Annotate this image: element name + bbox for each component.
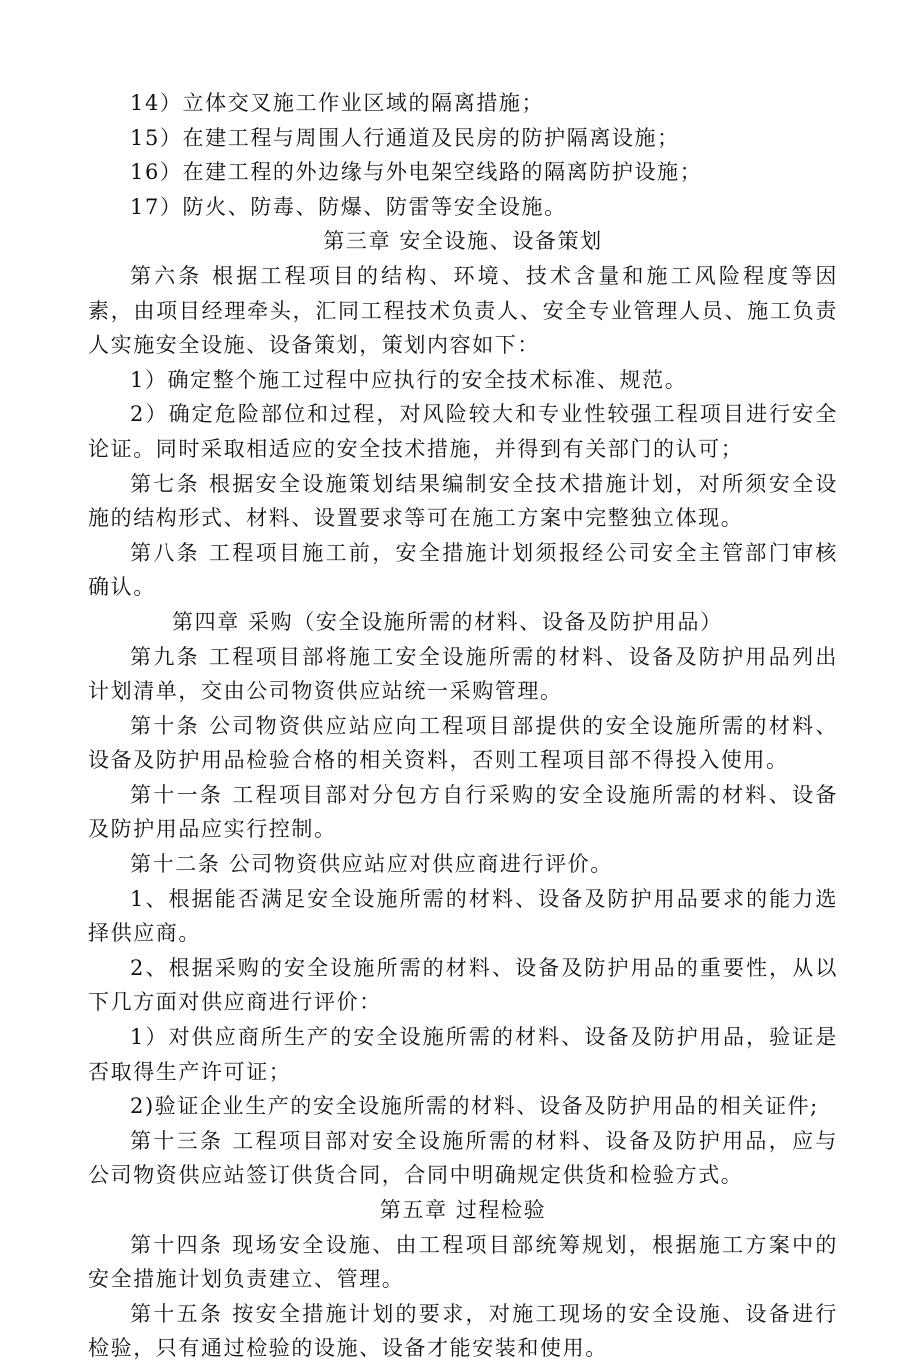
article-6: 第六条 根据工程项目的结构、环境、技术含量和施工风险程度等因素，由项目经理牵头，汇同工程技术负责人、安全专业管理人员、施工负责人实施安全设施、设备策划，策划内容如下： — [88, 263, 838, 358]
article-7: 第七条 根据安全设施策划结果编制安全技术措施计划，对所须安全设施的结构形式、材料、设置要求等可在施工方案中完整独立体现。 — [88, 471, 838, 531]
article-10: 第十条 公司物资供应站应向工程项目部提供的安全设施所需的材料、设备及防护用品检验合格的相关资料，否则工程项目部不得投入使用。 — [88, 713, 838, 773]
list-item-14: 14）立体交叉施工作业区域的隔离措施； — [130, 91, 545, 115]
article-11: 第十一条 工程项目部对分包方自行采购的安全设施所需的材料、设备及防护用品应实行控制。 — [88, 782, 838, 842]
article-14: 第十四条 现场安全设施、由工程项目部统筹规划，根据施工方案中的安全措施计划负责建立、管理。 — [88, 1232, 838, 1292]
article-12-item-2: 2、根据采购的安全设施所需的材料、设备及防护用品的重要性，从以下几方面对供应商进行评价： — [88, 955, 838, 1015]
article-8: 第八条 工程项目施工前，安全措施计划须报经公司安全主管部门审核确认。 — [88, 540, 838, 600]
list-item-15: 15）在建工程与周围人行通道及民房的防护隔离设施； — [130, 125, 680, 150]
article-9: 第九条 工程项目部将施工安全设施所需的材料、设备及防护用品列出计划清单，交由公司物资供应站统一采购管理。 — [88, 644, 838, 704]
document-page — [88, 86, 838, 1366]
chapter-5-heading: 第五章 过程检验 — [379, 1198, 547, 1222]
article-12-subitem-2: 2)验证企业生产的安全设施所需的材料、设备及防护用品的相关证件; — [130, 1094, 819, 1119]
article-12: 第十二条 公司物资供应站应对供应商进行评价。 — [130, 852, 613, 877]
article-15: 第十五条 按安全措施计划的要求，对施工现场的安全设施、设备进行检验，只有通过检验的设施、设备才能安装和使用。 — [88, 1301, 838, 1361]
chapter-4-heading: 第四章 采购（安全设施所需的材料、设备及防护用品） — [172, 609, 723, 634]
article-12-item-1: 1、根据能否满足安全设施所需的材料、设备及防护用品要求的能力选择供应商。 — [88, 886, 838, 946]
article-6-item-1: 1）确定整个施工过程中应执行的安全技术标准、规范。 — [130, 367, 688, 392]
article-6-item-2: 2）确定危险部位和过程，对风险较大和专业性较强工程项目进行安全论证。同时采取相适应的安全技术措施，并得到有关部门的认可； — [88, 402, 838, 461]
list-item-17: 17）防火、防毒、防爆、防雷等安全设施。 — [130, 194, 567, 219]
article-13: 第十三条 工程项目部对安全设施所需的材料、设备及防护用品，应与公司物资供应站签订供货合同，合同中明确规定供货和检验方式。 — [88, 1128, 838, 1188]
article-12-subitem-1: 1）对供应商所生产的安全设施所需的材料、设备及防护用品，验证是否取得生产许可证； — [88, 1025, 838, 1084]
list-item-16: 16）在建工程的外边缘与外电架空线路的隔离防护设施； — [130, 160, 703, 185]
chapter-3-heading: 第三章 安全设施、设备策划 — [323, 229, 603, 254]
